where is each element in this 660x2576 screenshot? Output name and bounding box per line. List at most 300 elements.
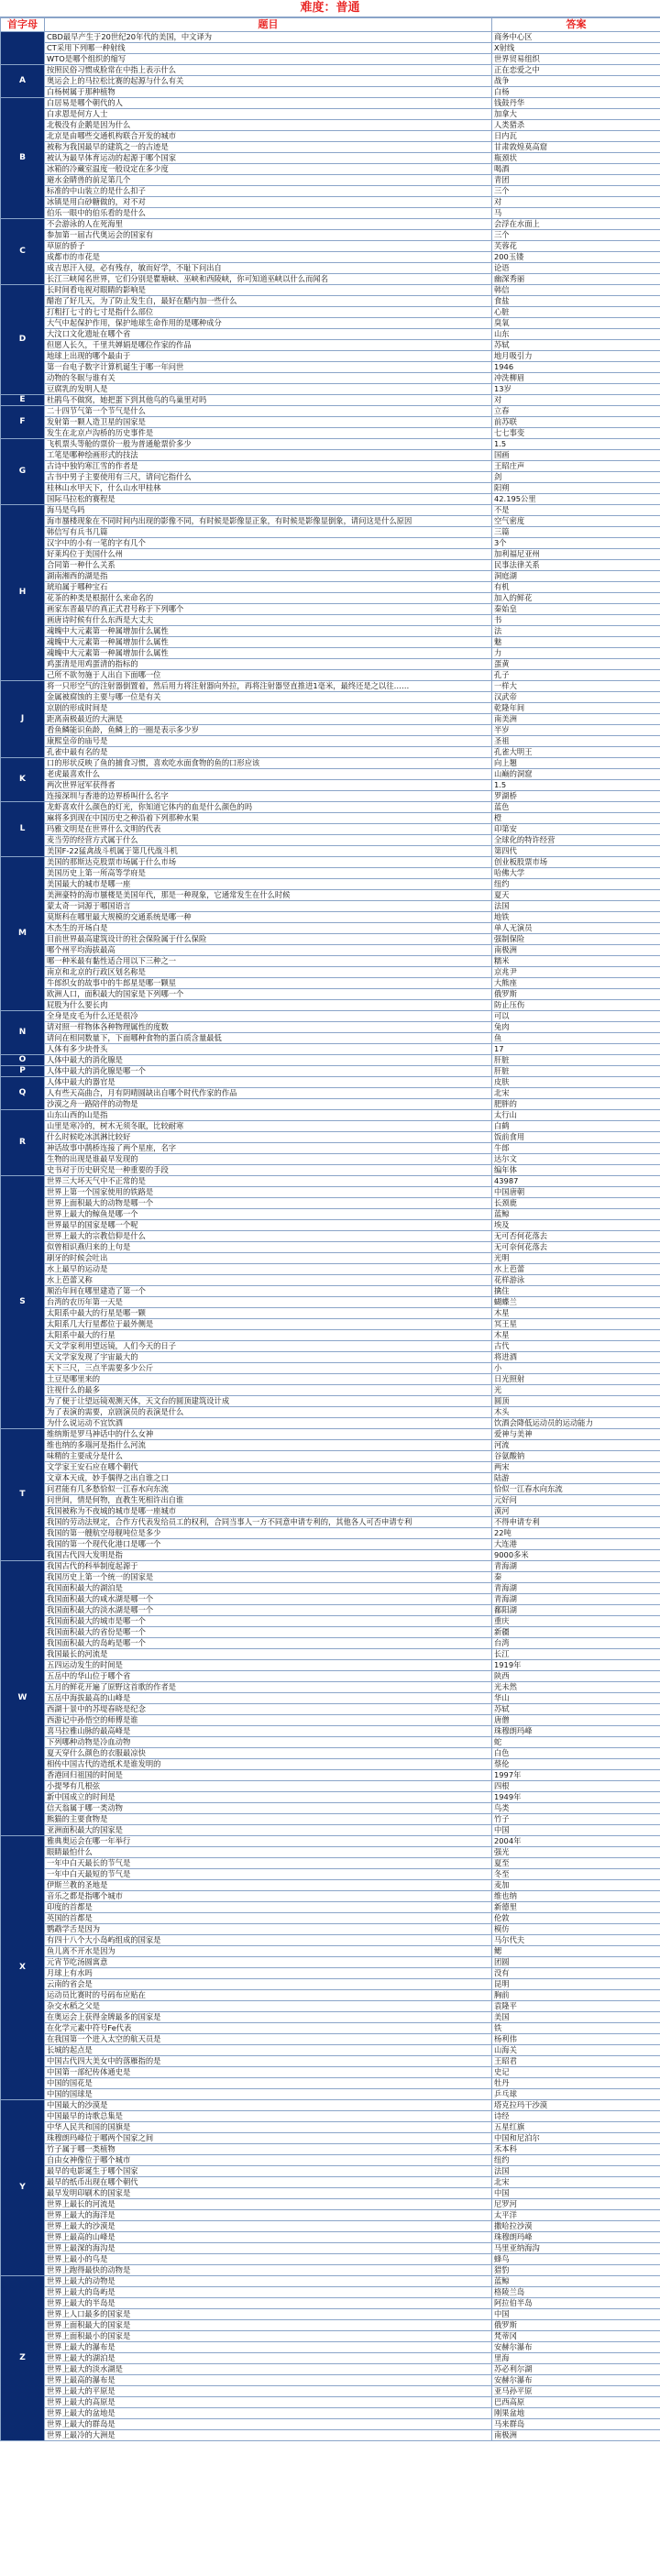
question-cell: 自由女神像位于哪个城市 xyxy=(45,2155,492,2166)
table-row xyxy=(1,230,660,241)
answer-cell: 1997年 xyxy=(492,1770,660,1781)
table-row xyxy=(1,1979,660,1990)
answer-cell: 纽约 xyxy=(492,879,660,890)
table-row xyxy=(1,219,660,230)
table-row xyxy=(1,274,660,285)
table-row xyxy=(1,802,660,813)
table-row xyxy=(1,373,660,384)
answer-cell: 刚果盆地 xyxy=(492,2408,660,2419)
answer-cell: 不得申请专利 xyxy=(492,1517,660,1528)
answer-cell: 强光 xyxy=(492,1847,660,1858)
answer-cell: 北宋 xyxy=(492,1088,660,1099)
answer-cell: 日内瓦 xyxy=(492,131,660,142)
question-cell: CBD最早产生于20世纪20年代的美国，中文译为 xyxy=(45,32,492,43)
table-row xyxy=(1,791,660,802)
answer-cell: 可以 xyxy=(492,1011,660,1022)
answer-cell: 撒哈拉沙漠 xyxy=(492,2221,660,2232)
question-cell: 为了表演的需要，京剧演员的表演是什么 xyxy=(45,1407,492,1418)
question-cell: 太阳系几大行星都位于最外侧是 xyxy=(45,1319,492,1330)
table-row xyxy=(1,1055,660,1066)
question-cell: 麻将多到现在中国历史之种沿着下列那种水果 xyxy=(45,813,492,824)
answer-cell: 韩信 xyxy=(492,285,660,296)
table-row xyxy=(1,2221,660,2232)
answer-cell: 亚马孙平原 xyxy=(492,2386,660,2397)
question-cell: 大气中起保护作用，保护地球生命作用的是哪种成分 xyxy=(45,318,492,329)
question-cell: 顺治年间在哪里建造了第一个 xyxy=(45,1286,492,1297)
question-cell: 伯乐一眼中的伯乐看的是什么 xyxy=(45,208,492,219)
question-cell: 长城的起点是 xyxy=(45,2045,492,2056)
question-cell: 合同第一种什么关系 xyxy=(45,560,492,571)
table-row xyxy=(1,1759,660,1770)
answer-cell: 袁隆平 xyxy=(492,2001,660,2012)
answer-cell: 水上芭蕾 xyxy=(492,1264,660,1275)
table-row xyxy=(1,2265,660,2276)
question-cell: 新中国成立的时间是 xyxy=(45,1792,492,1803)
question-cell: 蒙太奇一词源于哪国语言 xyxy=(45,901,492,912)
answer-cell: 南美洲 xyxy=(492,714,660,725)
answer-cell: 里海 xyxy=(492,2353,660,2364)
table-row xyxy=(1,1253,660,1264)
table-row xyxy=(1,1022,660,1033)
answer-cell: 13岁 xyxy=(492,384,660,395)
question-cell: 玛雅文明是在世界什么文明的代表 xyxy=(45,824,492,835)
table-row xyxy=(1,1088,660,1099)
table-row xyxy=(1,1726,660,1737)
question-cell: 古书中男子主要使用有三尺，请问它指什么 xyxy=(45,472,492,483)
question-cell: 水上芭蕾又称 xyxy=(45,1275,492,1286)
question-cell: 京剧的形成时间是 xyxy=(45,703,492,714)
letter-cell: C xyxy=(1,219,45,285)
table-row xyxy=(1,758,660,769)
question-cell: 连接深圳与香港的边界桥叫什么名字 xyxy=(45,791,492,802)
table-row xyxy=(1,2034,660,2045)
table-row xyxy=(1,560,660,571)
question-cell: 中国的国花是 xyxy=(45,2078,492,2089)
answer-cell: 格陵兰岛 xyxy=(492,2287,660,2298)
table-row xyxy=(1,2210,660,2221)
table-row xyxy=(1,1913,660,1924)
question-cell: 在奥运会上获得金牌最多的国家是 xyxy=(45,2012,492,2023)
question-cell: 小提琴有几根弦 xyxy=(45,1781,492,1792)
table-row xyxy=(1,1682,660,1693)
table-row xyxy=(1,2188,660,2199)
answer-cell: 青海湖 xyxy=(492,1561,660,1572)
question-cell: 杂交水稻之父是 xyxy=(45,2001,492,2012)
table-row xyxy=(1,1671,660,1682)
question-cell: 天文学家发现了宇宙最大的 xyxy=(45,1352,492,1363)
table-row xyxy=(1,1517,660,1528)
table-row xyxy=(1,1121,660,1132)
answer-cell: 肝脏 xyxy=(492,1055,660,1066)
question-cell: 画家东晋最早的真正式君号称于下列哪个 xyxy=(45,604,492,615)
answer-cell: 白色 xyxy=(492,1748,660,1759)
answer-cell: 五星红旗 xyxy=(492,2122,660,2133)
question-cell: 人体中最大的消化腺是 xyxy=(45,1055,492,1066)
answer-cell: 麦加 xyxy=(492,1880,660,1891)
table-row xyxy=(1,351,660,362)
table-row xyxy=(1,1440,660,1451)
table-row xyxy=(1,252,660,263)
table-row xyxy=(1,1209,660,1220)
table-row xyxy=(1,2408,660,2419)
answer-cell: 台湾 xyxy=(492,1638,660,1649)
table-row xyxy=(1,1220,660,1231)
answer-cell: 阳朔 xyxy=(492,483,660,494)
answer-cell: 兔肉 xyxy=(492,1022,660,1033)
answer-cell: 木星 xyxy=(492,1330,660,1341)
table-row xyxy=(1,2353,660,2364)
answer-cell: 爱神与美神 xyxy=(492,1429,660,1440)
table-row xyxy=(1,1462,660,1473)
answer-cell: 17 xyxy=(492,1044,660,1055)
answer-cell: 没有 xyxy=(492,1968,660,1979)
table-row xyxy=(1,538,660,549)
table-row xyxy=(1,2430,660,2441)
question-cell: 世界上最大的动物是 xyxy=(45,2276,492,2287)
question-cell: 珠穆朗玛峰位于哪两个国家之间 xyxy=(45,2133,492,2144)
table-row xyxy=(1,989,660,1000)
letter-cell: J xyxy=(1,681,45,758)
letter-cell: A xyxy=(1,65,45,98)
answer-cell: 京兆尹 xyxy=(492,967,660,978)
answer-cell: 世界贸易组织 xyxy=(492,54,660,65)
answer-cell: 诗经 xyxy=(492,2111,660,2122)
table-row xyxy=(1,1231,660,1242)
answer-cell: 禾本科 xyxy=(492,2144,660,2155)
question-cell: 魂魄中大元素第一种属增加什么属性 xyxy=(45,637,492,648)
question-cell: 神话故事中鹊桥连接了两个星座，名字 xyxy=(45,1143,492,1154)
table-row xyxy=(1,1836,660,1847)
answer-cell: 珠穆朗玛峰 xyxy=(492,2232,660,2243)
question-cell: 韩信写有兵书几篇 xyxy=(45,527,492,538)
question-cell: 全身是皮毛为什么还是很冷 xyxy=(45,1011,492,1022)
quiz-body xyxy=(1,32,660,2441)
table-row xyxy=(1,472,660,483)
question-cell: 我国的第一艘航空母舰吨位是多少 xyxy=(45,1528,492,1539)
table-row xyxy=(1,2276,660,2287)
answer-cell: 谷氨酸钠 xyxy=(492,1451,660,1462)
answer-cell: 皮肤 xyxy=(492,1077,660,1088)
answer-cell: 北宋 xyxy=(492,2177,660,2188)
answer-cell: 伦敦 xyxy=(492,1913,660,1924)
question-cell: 在化学元素中符号Fe代表 xyxy=(45,2023,492,2034)
answer-cell: 饮酒会降低运动员的运动能力 xyxy=(492,1418,660,1429)
answer-cell: 陆游 xyxy=(492,1473,660,1484)
table-row xyxy=(1,2133,660,2144)
answer-cell: 商务中心区 xyxy=(492,32,660,43)
letter-cell: S xyxy=(1,1176,45,1429)
question-cell: 不会游泳的人在死海里 xyxy=(45,219,492,230)
answer-cell: 法国 xyxy=(492,2166,660,2177)
table-row xyxy=(1,725,660,736)
question-cell: 冰箱的冷藏室温度一般设定在多少度 xyxy=(45,164,492,175)
question-cell: 标准的中山装立的是什么扣子 xyxy=(45,186,492,197)
table-row xyxy=(1,2419,660,2430)
question-cell: 白求恩是何方人士 xyxy=(45,109,492,120)
table-row xyxy=(1,1572,660,1583)
table-row xyxy=(1,1990,660,2001)
question-cell: 最早的电影诞生于哪个国家 xyxy=(45,2166,492,2177)
answer-cell: 达尔文 xyxy=(492,1154,660,1165)
question-cell: 世界上最大的半岛是 xyxy=(45,2298,492,2309)
question-cell: 木杰生的开场白是 xyxy=(45,923,492,934)
table-row xyxy=(1,2287,660,2298)
answer-cell: 蛋黄 xyxy=(492,659,660,670)
answer-cell: 擒住 xyxy=(492,1286,660,1297)
table-row xyxy=(1,2331,660,2342)
question-cell: 西游记中孙悟空的师傅是谁 xyxy=(45,1715,492,1726)
answer-cell: 花样游泳 xyxy=(492,1275,660,1286)
table-row xyxy=(1,1066,660,1077)
table-row xyxy=(1,1363,660,1374)
question-cell: 画唐诗时候有什么东西是大丈夫 xyxy=(45,615,492,626)
table-row xyxy=(1,1308,660,1319)
question-cell: 我国面积最大的湖泊是 xyxy=(45,1583,492,1594)
table-row xyxy=(1,1077,660,1088)
question-cell: 人有些天高曲合，月有阴晴圆缺出自哪个时代作家的作品 xyxy=(45,1088,492,1099)
table-row xyxy=(1,1198,660,1209)
question-cell: 口的形状反映了鱼的捕食习惯，喜欢吃水面食物的鱼的口形应该 xyxy=(45,758,492,769)
table-row xyxy=(1,1506,660,1517)
answer-cell: 战争 xyxy=(492,76,660,87)
table-row xyxy=(1,1737,660,1748)
answer-cell: 三篇 xyxy=(492,527,660,538)
question-cell: 为了便于让望远镜观测天体，天文台的圆顶建筑设计成 xyxy=(45,1396,492,1407)
table-row xyxy=(1,1385,660,1396)
table-row xyxy=(1,923,660,934)
answer-cell: 中国唐朝 xyxy=(492,1187,660,1198)
answer-cell: 剑 xyxy=(492,472,660,483)
answer-cell: 糯米 xyxy=(492,956,660,967)
question-cell: 印度的首都是 xyxy=(45,1902,492,1913)
question-cell: 世界上最长的河流是 xyxy=(45,2199,492,2210)
question-cell: 豆腐乳的发明人是 xyxy=(45,384,492,395)
answer-cell: 马里亚纳海沟 xyxy=(492,2243,660,2254)
answer-cell: 法国 xyxy=(492,901,660,912)
answer-cell: 1946 xyxy=(492,362,660,373)
table-row xyxy=(1,1286,660,1297)
answer-cell: 三个 xyxy=(492,186,660,197)
table-row xyxy=(1,1341,660,1352)
question-cell: CT采用下列哪一种射线 xyxy=(45,43,492,54)
answer-cell: 太行山 xyxy=(492,1110,660,1121)
question-cell: 我国历史上第一个统一的国家是 xyxy=(45,1572,492,1583)
question-cell: 屁股为什么要长肉 xyxy=(45,1000,492,1011)
answer-cell: 青海湖 xyxy=(492,1594,660,1605)
question-cell: 注视什么的最多 xyxy=(45,1385,492,1396)
table-row xyxy=(1,1187,660,1198)
table-row xyxy=(1,87,660,98)
question-cell: 世界三大坏天气中不正常的是 xyxy=(45,1176,492,1187)
table-row xyxy=(1,2320,660,2331)
answer-cell: 鸟类 xyxy=(492,1803,660,1814)
letter-cell: R xyxy=(1,1110,45,1176)
question-cell: 文章本天成，妙手偶得之出自谁之口 xyxy=(45,1473,492,1484)
letter-cell: K xyxy=(1,758,45,802)
question-cell: 北京是由哪些交通机构联合开发的城市 xyxy=(45,131,492,142)
table-row xyxy=(1,1396,660,1407)
question-cell: 世界上跑得最快的动物是 xyxy=(45,2265,492,2276)
table-row xyxy=(1,637,660,648)
difficulty-banner: 难度：普通 xyxy=(0,0,660,17)
question-cell: 伊斯兰教的圣地是 xyxy=(45,1880,492,1891)
table-row xyxy=(1,582,660,593)
answer-cell: 青海湖 xyxy=(492,1583,660,1594)
question-cell: 看鱼鳞能识鱼龄，鱼鳞上的一圈是表示多少岁 xyxy=(45,725,492,736)
answer-cell: 山巅的洞窟 xyxy=(492,769,660,780)
table-row xyxy=(1,483,660,494)
question-cell: 世界上最高的瀑布是 xyxy=(45,2375,492,2386)
table-row xyxy=(1,2177,660,2188)
table-row xyxy=(1,461,660,472)
answer-cell: 四根 xyxy=(492,1781,660,1792)
table-row xyxy=(1,1473,660,1484)
table-row xyxy=(1,1143,660,1154)
question-cell: 世界上面积最小的国家是 xyxy=(45,2331,492,2342)
answer-cell: 团圆 xyxy=(492,1957,660,1968)
table-row xyxy=(1,956,660,967)
table-row xyxy=(1,43,660,54)
answer-cell: 第四代 xyxy=(492,846,660,857)
answer-cell: 200玉镂 xyxy=(492,252,660,263)
answer-cell: 中国 xyxy=(492,2309,660,2320)
question-cell: 目前世界最高建筑设计的社会保险属于什么保险 xyxy=(45,934,492,945)
table-row xyxy=(1,208,660,219)
answer-cell: 22吨 xyxy=(492,1528,660,1539)
table-row xyxy=(1,571,660,582)
table-row xyxy=(1,505,660,516)
question-cell: 康熙皇帝的庙号是 xyxy=(45,736,492,747)
question-cell: 鹦鹉学舌是因为 xyxy=(45,1924,492,1935)
answer-cell: 强制保险 xyxy=(492,934,660,945)
table-row xyxy=(1,2122,660,2133)
answer-cell: 会浮在水面上 xyxy=(492,219,660,230)
table-row xyxy=(1,2254,660,2265)
question-cell: 美国最大的城市是哪一座 xyxy=(45,879,492,890)
question-cell: 被认为最早体育运动的起源于哪个国家 xyxy=(45,153,492,164)
answer-cell: 苏轼 xyxy=(492,1704,660,1715)
question-cell: 魂魄中大元素第一种属增加什么属性 xyxy=(45,626,492,637)
table-row xyxy=(1,263,660,274)
table-row xyxy=(1,813,660,824)
answer-cell: 43987 xyxy=(492,1176,660,1187)
question-cell: 我国最长的河流是 xyxy=(45,1649,492,1660)
question-cell: 地球上出现的哪个最由于 xyxy=(45,351,492,362)
answer-cell: 乾隆年间 xyxy=(492,703,660,714)
table-row xyxy=(1,1033,660,1044)
question-cell: 大汶口文化遗址在哪个省 xyxy=(45,329,492,340)
table-row xyxy=(1,2155,660,2166)
answer-cell: 魅 xyxy=(492,637,660,648)
answer-cell: 王昭君 xyxy=(492,2056,660,2067)
question-cell: 世界上最大的宗教信仰是什么 xyxy=(45,1231,492,1242)
question-cell: 土豆是哪里来的 xyxy=(45,1374,492,1385)
question-cell: 距离南极最近的大洲是 xyxy=(45,714,492,725)
question-cell: 五岳中海拔最高的山峰是 xyxy=(45,1693,492,1704)
answer-cell: 唐僧 xyxy=(492,1715,660,1726)
table-row xyxy=(1,2243,660,2254)
question-cell: 下列哪种动物是冷血动物 xyxy=(45,1737,492,1748)
answer-cell: 1949年 xyxy=(492,1792,660,1803)
table-row xyxy=(1,1968,660,1979)
question-cell: 醋泡了好几天，为了防止发生自，最好在醋内加一些什么 xyxy=(45,296,492,307)
answer-cell: 巴西高原 xyxy=(492,2397,660,2408)
table-row xyxy=(1,2386,660,2397)
question-cell: 最早发明印刷术的国家是 xyxy=(45,2188,492,2199)
table-row xyxy=(1,153,660,164)
table-row xyxy=(1,1242,660,1253)
table-row xyxy=(1,2375,660,2386)
answer-cell: 加拿大 xyxy=(492,109,660,120)
answer-cell: 喝酒 xyxy=(492,164,660,175)
answer-cell: 河流 xyxy=(492,1440,660,1451)
answer-cell: 美国 xyxy=(492,2012,660,2023)
question-cell: 古诗中独钓寒江雪的作者是 xyxy=(45,461,492,472)
table-row xyxy=(1,736,660,747)
answer-cell: 民事法律关系 xyxy=(492,560,660,571)
table-row xyxy=(1,2023,660,2034)
question-cell: 发射第一颗人造卫星的国家是 xyxy=(45,417,492,428)
table-row xyxy=(1,769,660,780)
table-row xyxy=(1,1418,660,1429)
table-row xyxy=(1,1946,660,1957)
answer-cell: 1.5 xyxy=(492,780,660,791)
answer-cell: 俄罗斯 xyxy=(492,2320,660,2331)
table-row xyxy=(1,593,660,604)
table-row xyxy=(1,1528,660,1539)
question-cell: 为什么说运动不宜饮酒 xyxy=(45,1418,492,1429)
question-cell: 世界上最大的高原是 xyxy=(45,2397,492,2408)
header-row xyxy=(1,18,660,32)
table-row xyxy=(1,1880,660,1891)
answer-cell: 加利福尼亚州 xyxy=(492,549,660,560)
answer-cell: 埃及 xyxy=(492,1220,660,1231)
answer-cell: 铁 xyxy=(492,2023,660,2034)
question-cell: 世界上最大的淡水湖是 xyxy=(45,2364,492,2375)
answer-cell: 元好问 xyxy=(492,1495,660,1506)
answer-cell: 蝴蝶兰 xyxy=(492,1297,660,1308)
question-cell: 好莱坞位于美国什么州 xyxy=(45,549,492,560)
question-cell: 长时间看电视对眼睛的影响是 xyxy=(45,285,492,296)
table-row xyxy=(1,1748,660,1759)
answer-cell: 梵蒂冈 xyxy=(492,2331,660,2342)
answer-cell: 一样大 xyxy=(492,681,660,692)
question-cell: WTO是哪个组织的缩写 xyxy=(45,54,492,65)
question-cell: 世界上最大的瀑布是 xyxy=(45,2342,492,2353)
answer-cell: 大熊座 xyxy=(492,978,660,989)
answer-cell: 漠河 xyxy=(492,1506,660,1517)
answer-cell: X射线 xyxy=(492,43,660,54)
table-row xyxy=(1,164,660,175)
table-row xyxy=(1,1407,660,1418)
question-cell: 我国古代的科举制度起源于 xyxy=(45,1561,492,1572)
question-cell: 世界上第一个国家使用的铁路是 xyxy=(45,1187,492,1198)
question-cell: 我国的第一个现代化港口是哪一个 xyxy=(45,1539,492,1550)
table-row xyxy=(1,384,660,395)
answer-cell: 两宋 xyxy=(492,1462,660,1473)
question-cell: 我国面积最大的岛屿是哪一个 xyxy=(45,1638,492,1649)
question-cell: 被称为我国最早的建筑之一的古迹是 xyxy=(45,142,492,153)
answer-cell: 鄱阳湖 xyxy=(492,1605,660,1616)
answer-cell: 蛇 xyxy=(492,1737,660,1748)
table-row xyxy=(1,1869,660,1880)
question-cell: 草原的骄子 xyxy=(45,241,492,252)
table-row xyxy=(1,780,660,791)
table-row xyxy=(1,1792,660,1803)
table-row xyxy=(1,890,660,901)
question-cell: 哪个州平均海拔最高 xyxy=(45,945,492,956)
letter-cell: P xyxy=(1,1066,45,1077)
